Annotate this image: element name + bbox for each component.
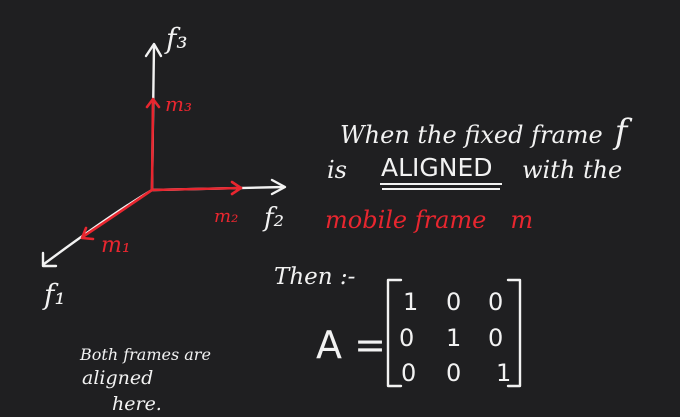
f3-label: f₃ [166, 22, 188, 55]
m3-label: m₃ [165, 92, 192, 116]
note-line3 [325, 206, 533, 234]
m1-label: m₁ [101, 233, 131, 258]
note-line1-text: When the fixed frame [340, 121, 603, 149]
matrix-lhs: A = [316, 323, 386, 367]
note-frame-f: f [614, 112, 628, 152]
m2-label: m₂ [214, 206, 239, 227]
f2-label: f₂ [264, 203, 285, 233]
note-aligned: ALIGNED [381, 153, 493, 182]
bottom-note [79, 345, 211, 415]
note-frame-m: m [510, 206, 534, 234]
m3-axis [152, 100, 153, 190]
matrix-cell: 1 [446, 324, 462, 352]
note-then: Then :- [274, 264, 356, 290]
statement-text [274, 112, 633, 290]
note-line2-post: with the [522, 156, 623, 184]
f1-label: f₁ [44, 278, 66, 311]
matrix-cell: 0 [399, 324, 415, 352]
note-line1 [340, 112, 633, 152]
matrix-cell: 1 [496, 359, 512, 387]
m2-axis [152, 188, 241, 190]
matrix-cell: 0 [446, 359, 462, 387]
m1-axis [84, 190, 152, 236]
matrix-cell: 0 [488, 324, 504, 352]
matrix-cell: 0 [488, 288, 504, 316]
matrix-cell: 1 [403, 288, 419, 316]
note-mobile-frame: mobile frame [325, 206, 487, 234]
matrix-cells [399, 288, 511, 387]
bottom-note-line1: Both frames are [80, 345, 211, 364]
note-line2-is: is [327, 156, 347, 184]
matrix-cell: 0 [401, 359, 417, 387]
matrix-cell: 0 [446, 288, 462, 316]
identity-matrix [316, 280, 520, 387]
bottom-note-line2: aligned [82, 367, 154, 389]
bottom-note-line3: here. [112, 393, 162, 415]
fixed-frame [43, 44, 285, 266]
